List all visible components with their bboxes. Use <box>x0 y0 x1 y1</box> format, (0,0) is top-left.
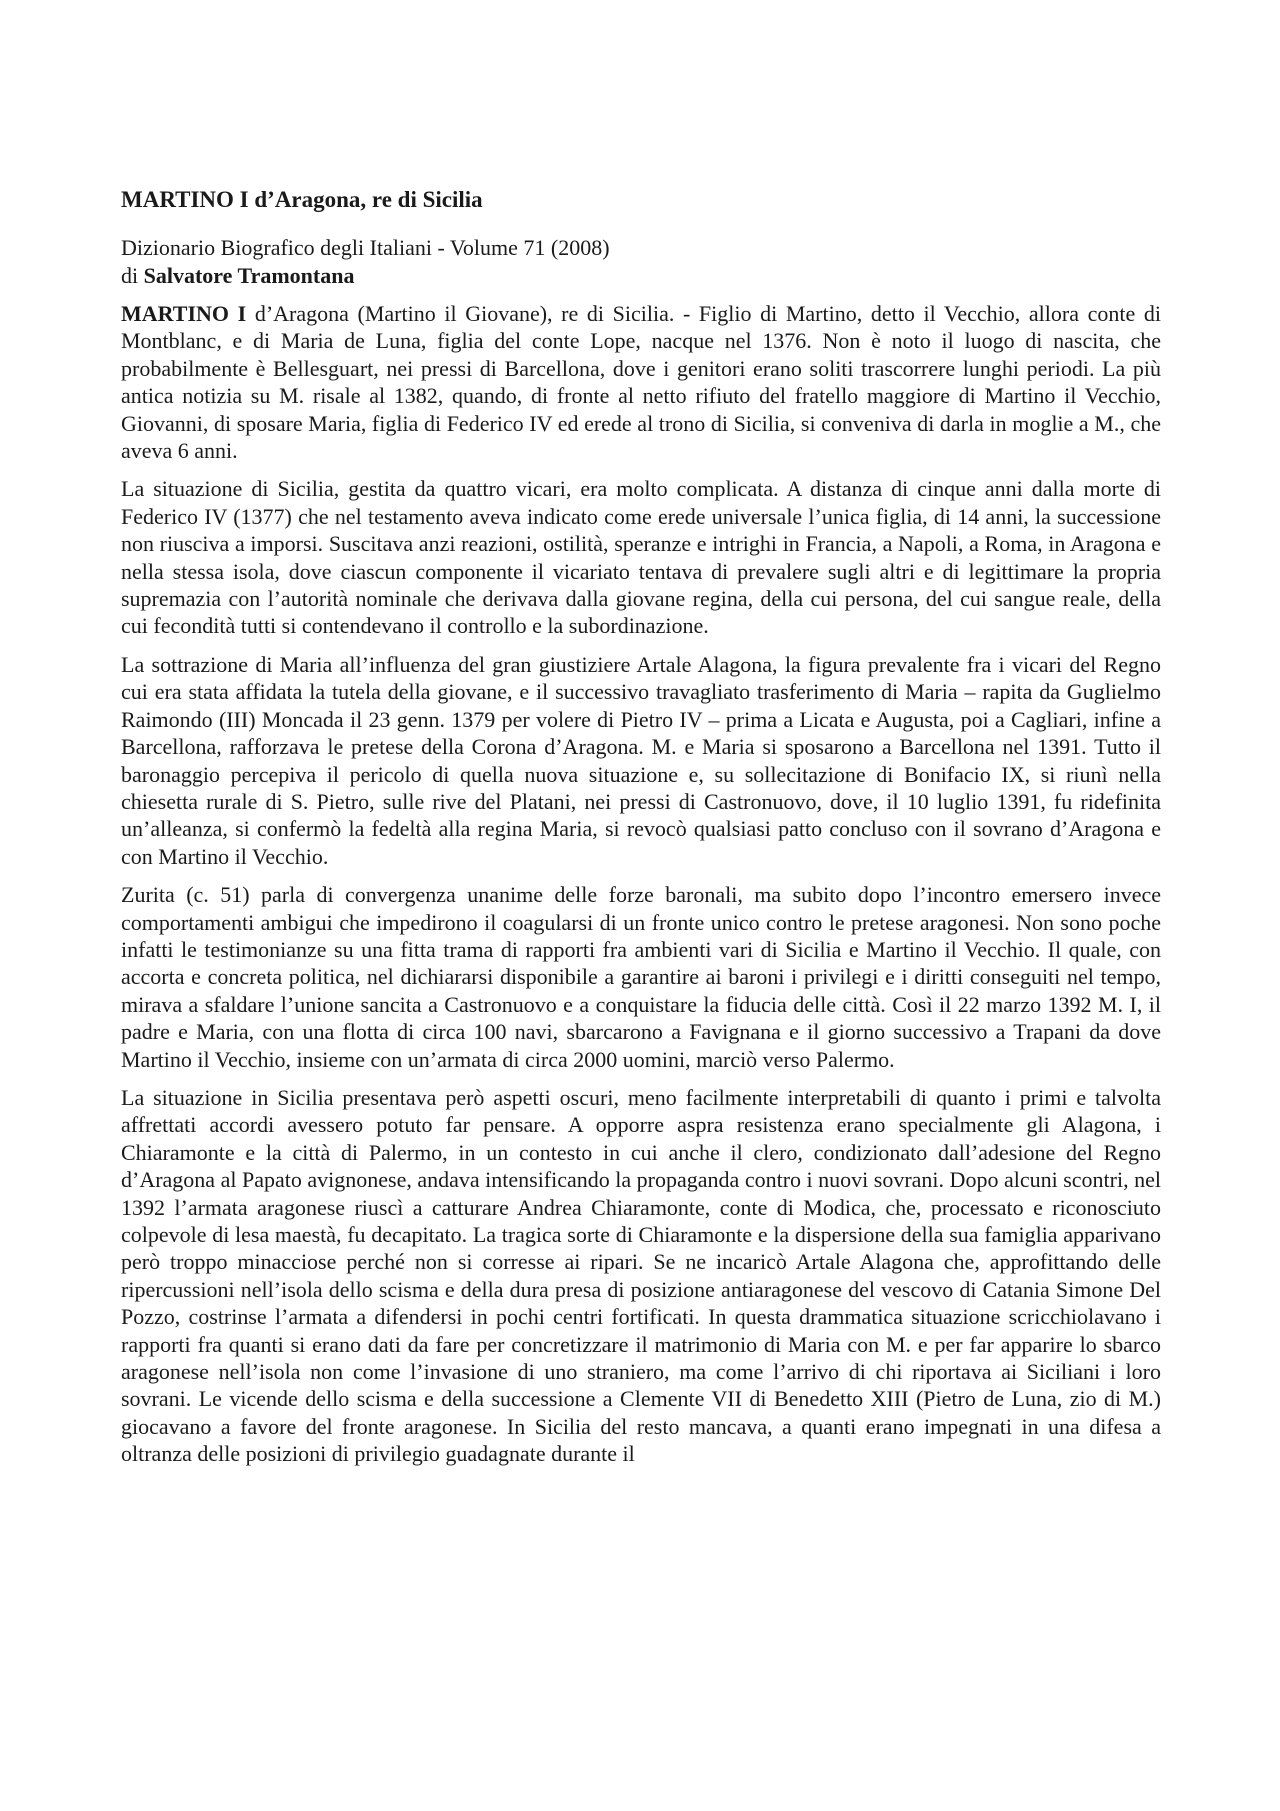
author-prefix: di <box>121 263 139 288</box>
paragraph-1-text: d’Aragona (Martino il Giovane), re di Sicilia. - Figlio di Martino, detto il Vecchio, allora conte di Montblanc, e di Maria de Luna, figlia del conte Lope, nacque nel 1376. Non è noto il luogo di nascita, che probabilmente è Bellesguart, nei pressi di Barcellona, dove i genitori erano soliti trascorrere lunghi periodi. La più antica notizia su M. risale al 1382, quando, di fronte al netto rifiuto del fratello maggiore di Martino il Vecchio, Giovanni, di sposare Maria, figlia di Federico IV ed erede al trono di Sicilia, si conveniva di darla in moglie a M., che aveva 6 anni. <box>121 301 1161 464</box>
source-block <box>121 234 1161 290</box>
paragraph-5: La situazione in Sicilia presentava però aspetti oscuri, meno facilmente interpretabili di quanto i primi e talvolta affrettati accordi avessero potuto far pensare. A opporre aspra resistenza erano specialmente gli Alagona, i Chiaramonte e la città di Palermo, in un contesto in cui anche il clero, condizionato dall’adesione del Regno d’Aragona al Papato avignonese, andava intensificando la propaganda contro i nuovi sovrani. Dopo alcuni scontri, nel 1392 l’armata aragonese riuscì a catturare Andrea Chiaramonte, conte di Modica, che, processato e riconosciuto colpevole di lesa maestà, fu decapitato. La tragica sorte di Chiaramonte e la dispersione della sua famiglia apparivano però troppo minacciose perché non si corresse ai ripari. Se ne incaricò Artale Alagona che, approfittando delle ripercussioni nell’isola dello scisma e della dura presa di posizione antiaragonese del vescovo di Catania Simone Del Pozzo, costrinse l’armata a difendersi in pochi centri fortificati. In questa drammatica situazione scricchiolavano i rapporti fra quanti si erano dati da fare per concretizzare il matrimonio di Maria con M. e per far apparire lo sbarco aragonese nell’isola non come l’invasione di uno straniero, ma come l’arrivo di chi riportava ai Siciliani i loro sovrani. Le vicende dello scisma e della successione a Clemente VII di Benedetto XIII (Pietro de Luna, zio di M.) giocavano a favore del fronte aragonese. In Sicilia del resto mancava, a quanti erano impegnati in una difesa a oltranza delle posizioni di privilegio guadagnate durante il <box>121 1084 1161 1467</box>
paragraph-3: La sottrazione di Maria all’influenza del gran giustiziere Artale Alagona, la figura prevalente fra i vicari del Regno cui era stata affidata la tutela della giovane, e il successivo travagliato trasferimento di Maria – rapita da Guglielmo Raimondo (III) Moncada il 23 genn. 1379 per volere di Pietro IV – prima a Licata e Augusta, poi a Cagliari, infine a Barcellona, rafforzava le pretese della Corona d’Aragona. M. e Maria si sposarono a Barcellona nel 1391. Tutto il baronaggio percepiva il pericolo di quella nuova situazione e, su sollecitazione di Bonifacio IX, si riunì nella chiesetta rurale di S. Pietro, sulle rive del Platani, nei pressi di Castronuovo, dove, il 10 luglio 1391, fu ridefinita un’alleanza, si confermò la fedeltà alla regina Maria, si revocò qualsiasi patto concluso con il sovrano d’Aragona e con Martino il Vecchio. <box>121 651 1161 869</box>
paragraph-1 <box>121 300 1161 464</box>
paragraph-2: La situazione di Sicilia, gestita da quattro vicari, era molto complicata. A distanza di cinque anni dalla morte di Federico IV (1377) che nel testamento aveva indicato come erede universale l’unica figlia, di 14 anni, la successione non riusciva a imporsi. Suscitava anzi reazioni, ostilità, speranze e intrighi in Francia, a Napoli, a Roma, in Aragona e nella stessa isola, dove ciascun componente il vicariato tentava di prevalere sugli altri e di legittimare la propria supremazia con l’autorità nominale che derivava dalla giovane regina, della cui persona, del cui sangue reale, della cui fecondità tutti si contendevano il controllo e la subordinazione. <box>121 476 1161 639</box>
lead-term: MARTINO I <box>121 301 247 326</box>
document-title: MARTINO I d’Aragona, re di Sicilia <box>121 187 483 212</box>
author-name: Salvatore Tramontana <box>143 263 355 288</box>
source-line: Dizionario Biografico degli Italiani - Volume 71 (2008) <box>121 235 610 260</box>
paragraph-4: Zurita (c. 51) parla di convergenza unanime delle forze baronali, ma subito dopo l’incontro emersero invece comportamenti ambigui che impedirono il coagularsi di un fronte unico contro le pretese aragonesi. Non sono poche infatti le testimonianze su una fitta trama di rapporti fra ambienti vari di Sicilia e Martino il Vecchio. Il quale, con accorta e concreta politica, nel dichiararsi disponibile a garantire ai baroni i privilegi e i diritti conseguiti nel tempo, mirava a sfaldare l’unione sancita a Castronuovo e a conquistare la fiducia delle città. Così il 22 marzo 1392 M. I, il padre e Maria, con una flotta di circa 100 navi, sbarcarono a Favignana e il giorno successivo a Trapani da dove Martino il Vecchio, insieme con un’armata di circa 2000 uomini, marciò verso Palermo. <box>121 882 1161 1072</box>
author-line <box>121 262 1161 290</box>
document-page <box>121 186 1161 1479</box>
